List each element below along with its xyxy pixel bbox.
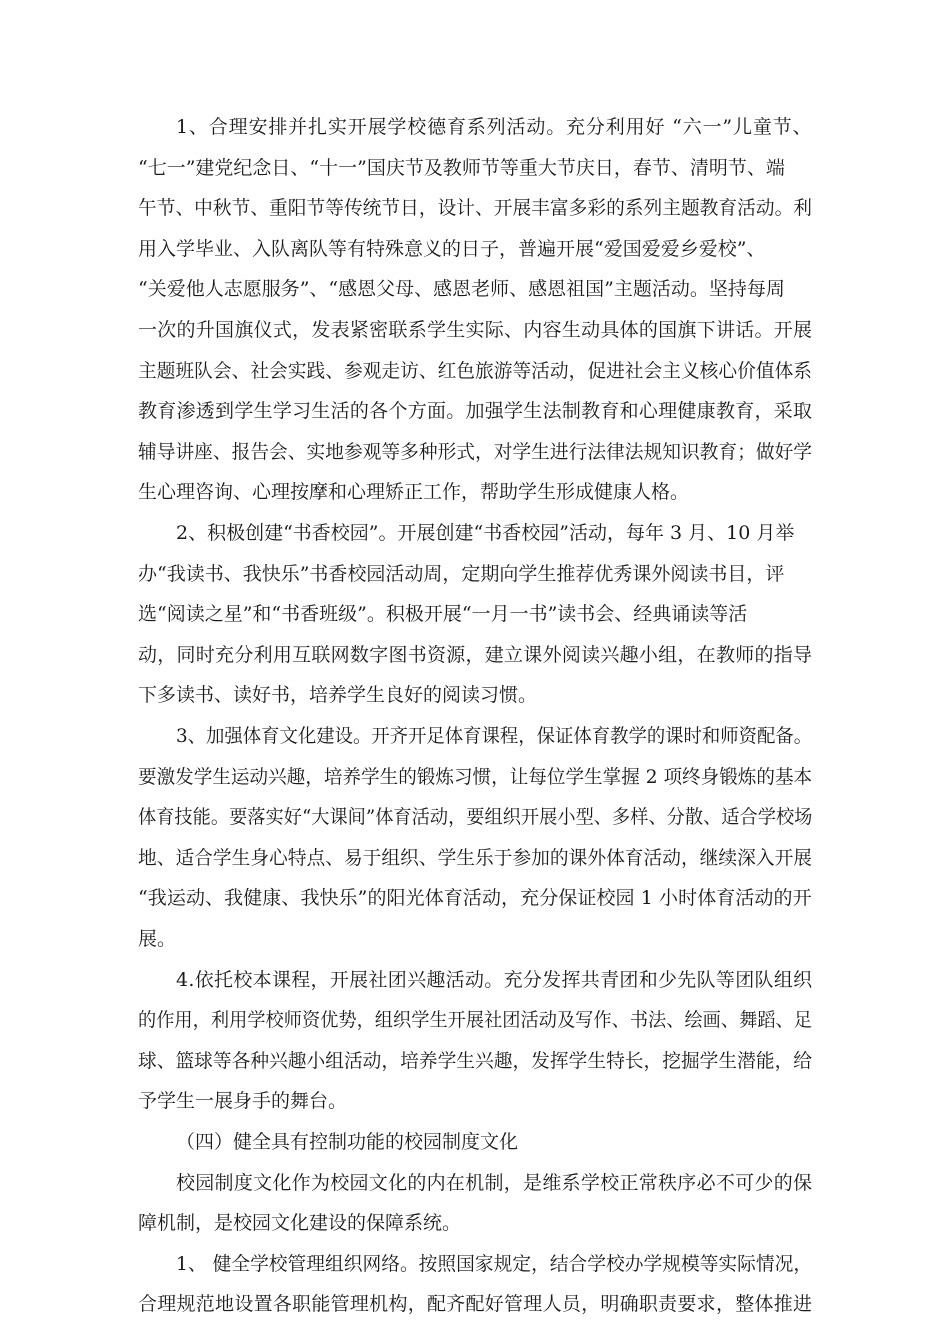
body-text-line: 生心理咨询、心理按摩和心理矫正工作，帮助学生形成健康人格。 (138, 481, 690, 504)
body-text-line: 办“我读书、我快乐”书香校园活动周，定期向学生推荐优秀课外阅读书目，评 (138, 562, 785, 585)
body-text-line: 选“阅读之星”和“书香班级”。积极开展“一月一书”读书会、经典诵读等活 (138, 603, 748, 626)
section-heading: （四）健全具有控制功能的校园制度文化 (176, 1131, 519, 1153)
body-text-line: 地、适合学生身心特点、易于组织、学生乐于参加的课外体育活动，继续深入开展 (138, 846, 813, 869)
body-text-line: 4.依托校本课程，开展社团兴趣活动。充分发挥共青团和少先队等团队组织 (176, 968, 813, 991)
body-text-line: “我运动、我健康、我快乐”的阳光体育活动，充分保证校园 1 小时体育活动的开 (138, 887, 812, 910)
body-text-line: 辅导讲座、报告会、实地参观等多种形式，对学生进行法律法规知识教育；做好学 (138, 440, 813, 463)
body-text-line: 球、篮球等各种兴趣小组活动，培养学生兴趣，发挥学生特长，挖掘学生潜能，给 (138, 1049, 813, 1072)
body-text-line: 合理规范地设置各职能管理机构，配齐配好管理人员，明确职责要求，整体推进 (138, 1293, 813, 1316)
body-text-line: 动，同时充分利用互联网数字图书资源，建立课外阅读兴趣小组，在教师的指导 (138, 643, 813, 666)
body-text-line: “七一”建党纪念日、“十一”国庆节及教师节等重大节庆日，春节、清明节、端 (138, 156, 785, 179)
body-text-line: 校园制度文化作为校园文化的内在机制，是维系学校正常秩序必不可少的保 (176, 1171, 813, 1194)
body-text-line: 下多读书、读好书，培养学生良好的阅读习惯。 (138, 684, 538, 707)
body-text-line: 教育渗透到学生学习生活的各个方面。加强学生法制教育和心理健康教育，采取 (138, 400, 813, 423)
body-text-line: 的作用，利用学校师资优势，组织学生开展社团活动及写作、书法、绘画、舞蹈、足 (138, 1009, 812, 1032)
body-text-line: “关爱他人志愿服务”、“感恩父母、感恩老师、感恩祖国”主题活动。坚持每周 (138, 278, 785, 301)
body-text-line: 一次的升国旗仪式，发表紧密联系学生实际、内容生动具体的国旗下讲话。开展 (138, 319, 813, 341)
body-text-line: 要激发学生运动兴趣，培养学生的锻炼习惯，让每位学生掌握 2 项终身锻炼的基本 (138, 765, 813, 788)
body-text-line: 障机制，是校园文化建设的保障系统。 (138, 1212, 462, 1235)
body-text-line: 1、合理安排并扎实开展学校德育系列活动。充分利用好 “六一”儿童节、 (176, 116, 813, 138)
body-text-line: 展。 (138, 928, 177, 950)
body-text-line: 主题班队会、社会实践、参观走访、红色旅游等活动，促进社会主义核心价值体系 (138, 359, 813, 382)
body-text-line: 2、积极创建“书香校园”。开展创建“书香校园”活动，每年 3 月、10 月举 (176, 522, 795, 544)
body-text-line: 1、 健全学校管理组织网络。按照国家规定，结合学校办学规模等实际情况， (176, 1252, 813, 1275)
body-text-line: 3、加强体育文化建设。开齐开足体育课程，保证体育教学的课时和师资配备。 (176, 725, 813, 747)
body-text-line: 午节、中秋节、重阳节等传统节日，设计、开展丰富多彩的系列主题教育活动。利 (138, 197, 813, 220)
body-text-line: 予学生一展身手的舞台。 (138, 1090, 348, 1113)
body-text-line: 体育技能。要落实好“大课间”体育活动，要组织开展小型、多样、分散、适合学校场 (138, 806, 813, 829)
body-text-line: 用入学毕业、入队离队等有特殊意义的日子，普遍开展“爱国爱爱乡爱校”、 (138, 237, 766, 260)
